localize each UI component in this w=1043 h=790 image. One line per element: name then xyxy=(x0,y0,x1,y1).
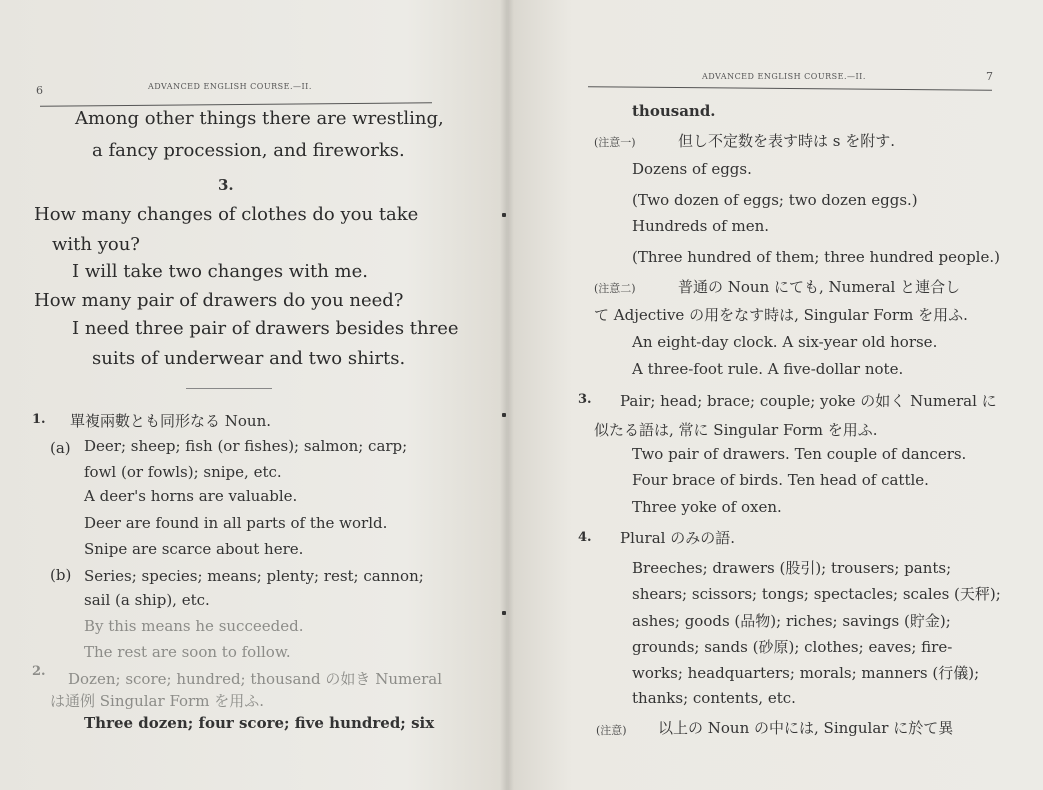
left-s1-number: 1. xyxy=(32,412,46,427)
left-s1-a-line-2: fowl (or fowls); snipe, etc. xyxy=(84,463,282,481)
left-line-6: How many pair of drawers do you need? xyxy=(34,290,404,311)
left-line-3: How many changes of clothes do you take xyxy=(34,204,419,225)
left-s1-a-line-1: Deer; sheep; fish (or fishes); salmon; carp; xyxy=(84,437,408,455)
left-running-header: ADVANCED ENGLISH COURSE.—II. xyxy=(148,82,312,91)
left-s1-b-line-2: sail (a ship), etc. xyxy=(84,591,210,609)
right-note1-label: (注意一) xyxy=(594,136,636,149)
right-s4-line-3: ashes; goods (品物); riches; savings (貯金); xyxy=(632,612,951,630)
book-gutter xyxy=(500,0,514,790)
left-s1-a-example-1: A deer's horns are valuable. xyxy=(84,487,298,505)
left-s2-number: 2. xyxy=(32,664,46,679)
right-note2-line-1: 普通の Noun にても, Numeral と連合し xyxy=(678,278,961,296)
binding-stitch xyxy=(502,413,506,417)
left-s1-title: 單複兩數とも同形なる Noun. xyxy=(70,412,272,430)
left-s2-line-1: Dozen; score; hundred; thousand の如き Numeral xyxy=(68,670,442,688)
right-note1-example-1: Dozens of eggs. xyxy=(632,160,752,178)
right-s4-line-6: thanks; contents, etc. xyxy=(632,689,796,707)
left-line-7: I need three pair of drawers besides three xyxy=(72,318,459,339)
left-s1-b-line-1: Series; species; means; plenty; rest; cannon; xyxy=(84,567,424,585)
left-header-rule xyxy=(40,102,432,106)
left-page xyxy=(0,0,508,790)
right-running-header: ADVANCED ENGLISH COURSE.—II. xyxy=(702,72,866,81)
right-note2-example-2: A three-foot rule. A five-dollar note. xyxy=(632,360,904,378)
left-line-8: suits of underwear and two shirts. xyxy=(92,348,406,369)
right-top-word: thousand. xyxy=(632,102,716,120)
left-s1-a-example-2: Deer are found in all parts of the world. xyxy=(84,514,388,532)
left-line-1: Among other things there are wrestling, xyxy=(75,108,444,129)
left-page-number: 6 xyxy=(36,84,43,97)
right-s4-line-5: works; headquarters; morals; manners (行儀); xyxy=(632,664,980,682)
left-s2-line-2: は通例 Singular Form を用ふ. xyxy=(50,692,264,710)
right-s3-line-1: Pair; head; brace; couple; yoke の如く Numeral に xyxy=(620,392,997,410)
right-s3-example-1: Two pair of drawers. Ten couple of dancers. xyxy=(632,445,967,463)
right-note2-line-2: て Adjective の用をなす時は, Singular Form を用ふ. xyxy=(594,306,968,324)
binding-stitch xyxy=(502,611,506,615)
binding-stitch xyxy=(502,213,506,217)
left-s1-a-label: (a) xyxy=(50,439,71,457)
right-s3-example-3: Three yoke of oxen. xyxy=(632,498,782,516)
right-note1-example-3: Hundreds of men. xyxy=(632,217,769,235)
left-section-divider xyxy=(186,388,272,389)
right-s3-line-2: 似たる語は, 常に Singular Form を用ふ. xyxy=(594,421,878,439)
left-line-2: a fancy procession, and fireworks. xyxy=(92,140,405,161)
right-s4-line-2: shears; scissors; tongs; spectacles; scales (天秤); xyxy=(632,585,1001,603)
right-note3-text: 以上の Noun の中には, Singular に於て異 xyxy=(658,719,954,737)
left-section-number-3: 3. xyxy=(218,176,234,194)
right-s4-line-4: grounds; sands (砂原); clothes; eaves; fire- xyxy=(632,638,953,656)
right-note1-example-2: (Two dozen of eggs; two dozen eggs.) xyxy=(632,191,918,209)
right-page-number: 7 xyxy=(986,70,993,83)
right-note1-text: 但し不定数を表す時は s を附す. xyxy=(678,132,896,150)
right-note3-label: (注意) xyxy=(596,724,627,737)
right-note2-example-1: An eight-day clock. A six-year old horse. xyxy=(632,333,938,351)
left-line-4: with you? xyxy=(52,234,140,255)
right-s3-example-2: Four brace of birds. Ten head of cattle. xyxy=(632,471,929,489)
right-page xyxy=(508,0,1043,790)
right-header-rule xyxy=(588,86,992,91)
right-s4-line-1: Breeches; drawers (股引); trousers; pants; xyxy=(632,559,952,577)
right-note2-label: (注意二) xyxy=(594,282,636,295)
left-s1-a-example-3: Snipe are scarce about here. xyxy=(84,540,304,558)
left-s2-line-3: Three dozen; four score; five hundred; six xyxy=(84,714,435,732)
right-s3-number: 3. xyxy=(578,392,592,407)
left-s1-b-example-2: The rest are soon to follow. xyxy=(84,643,291,661)
right-s4-number: 4. xyxy=(578,530,592,545)
left-s1-b-label: (b) xyxy=(50,566,72,584)
left-line-5: I will take two changes with me. xyxy=(72,261,368,282)
right-note1-example-4: (Three hundred of them; three hundred people.) xyxy=(632,248,1000,266)
left-s1-b-example-1: By this means he succeeded. xyxy=(84,617,304,635)
right-s4-title: Plural のみの語. xyxy=(620,529,735,547)
